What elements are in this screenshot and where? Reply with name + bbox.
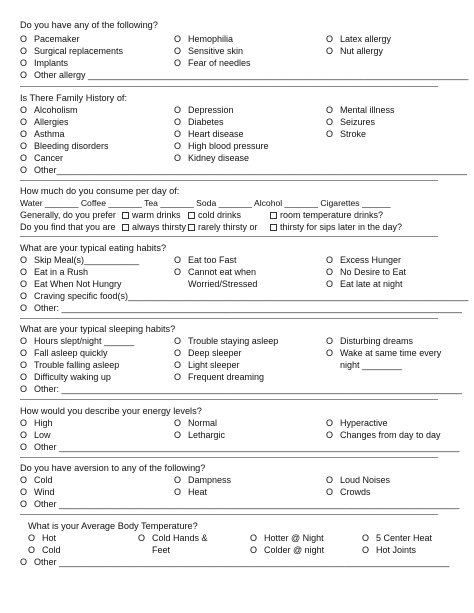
- option-excess-hunger[interactable]: O Excess Hunger: [326, 255, 402, 265]
- circle-marker-icon: O: [250, 545, 258, 555]
- option-frequent-dreaming[interactable]: O Frequent dreaming: [174, 372, 265, 382]
- section-divider: [20, 86, 438, 87]
- circle-marker-icon: O: [174, 348, 182, 358]
- circle-marker-icon: O: [20, 117, 28, 127]
- question-sleeping-habits: What are your typical sleeping habits?: [20, 324, 176, 334]
- option-hours-slept[interactable]: O Hours slept/night ______: [20, 336, 135, 346]
- question-energy-levels: How would you describe your energy levels?: [20, 406, 202, 416]
- option-wind[interactable]: O Wind: [20, 487, 55, 497]
- circle-marker-icon: O: [20, 384, 28, 394]
- circle-marker-icon: O: [20, 105, 28, 115]
- option-sensitive-skin[interactable]: O Sensitive skin: [174, 46, 244, 56]
- circle-marker-icon: O: [174, 34, 182, 44]
- circle-marker-icon: O: [174, 153, 182, 163]
- circle-marker-icon: O: [174, 360, 182, 370]
- circle-marker-icon: O: [326, 267, 334, 277]
- option-other-sleeping[interactable]: O Other: ________________________________________________________________________________: [20, 384, 462, 394]
- option-depression[interactable]: O Depression: [174, 105, 234, 115]
- checkbox-icon: [122, 224, 129, 231]
- circle-marker-icon: O: [174, 255, 182, 265]
- question-aversions: Do you have aversion to any of the following?: [20, 463, 206, 473]
- circle-marker-icon: O: [138, 533, 146, 543]
- option-cannot-eat-when-stressed[interactable]: O Cannot eat when: [174, 267, 257, 277]
- circle-marker-icon: O: [362, 533, 370, 543]
- circle-marker-icon: O: [20, 255, 28, 265]
- circle-marker-icon: O: [20, 372, 28, 382]
- option-light-sleeper[interactable]: O Light sleeper: [174, 360, 240, 370]
- option-deep-sleeper[interactable]: O Deep sleeper: [174, 348, 242, 358]
- circle-marker-icon: O: [20, 303, 28, 313]
- circle-marker-icon: O: [20, 46, 28, 56]
- option-5-center-heat[interactable]: O 5 Center Heat: [362, 533, 433, 543]
- circle-marker-icon: O: [326, 336, 334, 346]
- circle-marker-icon: O: [20, 58, 28, 68]
- circle-marker-icon: O: [174, 46, 182, 56]
- circle-marker-icon: O: [326, 105, 334, 115]
- circle-marker-icon: O: [20, 129, 28, 139]
- circle-marker-icon: O: [20, 153, 28, 163]
- option-other-allergy[interactable]: O Other allergy ____________________________________________________________________________: [20, 70, 469, 80]
- option-lethargic[interactable]: O Lethargic: [174, 430, 226, 440]
- question-daily-consumption: How much do you consume per day of:: [20, 186, 180, 196]
- option-colder-at-night[interactable]: O Colder @ night: [250, 545, 325, 555]
- option-fall-asleep-quickly[interactable]: O Fall asleep quickly: [20, 348, 108, 358]
- option-disturbing-dreams[interactable]: O Disturbing dreams: [326, 336, 414, 346]
- circle-marker-icon: O: [20, 267, 28, 277]
- circle-marker-icon: O: [174, 487, 182, 497]
- option-wake-same-time[interactable]: O Wake at same time every: [326, 348, 442, 358]
- option-skip-meals[interactable]: O Skip Meal(s)___________: [20, 255, 140, 265]
- section-divider: [20, 236, 438, 237]
- checkbox-thirsty-for-sips[interactable]: thirsty for sips later in the day?: [270, 222, 402, 233]
- option-crowds[interactable]: O Crowds: [326, 487, 371, 497]
- option-heart-disease[interactable]: O Heart disease: [174, 129, 244, 139]
- circle-marker-icon: O: [326, 255, 334, 265]
- option-allergies[interactable]: O Allergies: [20, 117, 69, 127]
- section-divider: [20, 457, 438, 458]
- wake-time-night-field[interactable]: night ________: [340, 360, 403, 370]
- option-normal-energy[interactable]: O Normal: [174, 418, 218, 428]
- circle-marker-icon: O: [250, 533, 258, 543]
- circle-marker-icon: O: [20, 418, 28, 428]
- option-heat[interactable]: O Heat: [174, 487, 208, 497]
- option-implants[interactable]: O Implants: [20, 58, 69, 68]
- circle-marker-icon: O: [20, 487, 28, 497]
- option-pacemaker[interactable]: O Pacemaker: [20, 34, 80, 44]
- circle-marker-icon: O: [326, 34, 334, 44]
- option-hyperactive[interactable]: O Hyperactive: [326, 418, 388, 428]
- circle-marker-icon: O: [20, 348, 28, 358]
- option-fear-of-needles[interactable]: O Fear of needles: [174, 58, 251, 68]
- option-other-aversion[interactable]: O Other ________________________________________________________________________________: [20, 499, 460, 509]
- circle-marker-icon: O: [174, 418, 182, 428]
- question-conditions: Do you have any of the following?: [20, 20, 158, 30]
- section-divider: [20, 180, 438, 181]
- option-changes-day-to-day[interactable]: O Changes from day to day: [326, 430, 441, 440]
- circle-marker-icon: O: [174, 58, 182, 68]
- consumption-fields[interactable]: Water _______ Coffee _______ Tea _______ Soda _______ Alcohol _______ Cigarettes ______: [20, 198, 391, 208]
- checkbox-cold-drinks[interactable]: cold drinks: [188, 210, 241, 221]
- circle-marker-icon: O: [20, 499, 28, 509]
- option-mental-illness[interactable]: O Mental illness: [326, 105, 395, 115]
- circle-marker-icon: O: [326, 117, 334, 127]
- circle-marker-icon: O: [362, 545, 370, 555]
- section-divider: [20, 514, 438, 515]
- checkbox-room-temp-drinks[interactable]: room temperature drinks?: [270, 210, 383, 221]
- option-difficulty-waking-up[interactable]: O Difficulty waking up: [20, 372, 111, 382]
- question-family-history: Is There Family History of:: [20, 93, 128, 103]
- circle-marker-icon: O: [326, 279, 334, 289]
- option-cancer[interactable]: O Cancer: [20, 153, 64, 163]
- option-asthma[interactable]: O Asthma: [20, 129, 65, 139]
- option-low-energy[interactable]: O Low: [20, 430, 51, 440]
- option-eat-too-fast[interactable]: O Eat too Fast: [174, 255, 237, 265]
- checkbox-always-thirsty[interactable]: always thirsty: [122, 222, 186, 233]
- circle-marker-icon: O: [20, 279, 28, 289]
- find-label: Do you find that you are: [20, 222, 116, 232]
- option-other-family-history[interactable]: O Other__________________________________________________________________________________: [20, 165, 467, 175]
- checkbox-icon: [270, 224, 277, 231]
- section-divider: [20, 399, 438, 400]
- option-craving-specific-foods[interactable]: O Craving specific food(s)____________________________________________________________________: [20, 291, 469, 301]
- option-cold-temperature[interactable]: O Cold: [28, 545, 61, 555]
- circle-marker-icon: O: [28, 545, 36, 555]
- circle-marker-icon: O: [20, 475, 28, 485]
- option-no-desire-to-eat[interactable]: O No Desire to Eat: [326, 267, 407, 277]
- question-body-temperature: What is your Average Body Temperature?: [28, 521, 198, 531]
- option-trouble-staying-asleep[interactable]: O Trouble staying asleep: [174, 336, 279, 346]
- circle-marker-icon: O: [20, 291, 28, 301]
- circle-marker-icon: O: [20, 360, 28, 370]
- question-eating-habits: What are your typical eating habits?: [20, 243, 167, 253]
- circle-marker-icon: O: [326, 129, 334, 139]
- circle-marker-icon: O: [20, 34, 28, 44]
- checkbox-icon: [122, 212, 129, 219]
- option-trouble-falling-asleep[interactable]: O Trouble falling asleep: [20, 360, 120, 370]
- option-loud-noises[interactable]: O Loud Noises: [326, 475, 391, 485]
- option-eat-late-at-night[interactable]: O Eat late at night: [326, 279, 403, 289]
- circle-marker-icon: O: [174, 117, 182, 127]
- checkbox-icon: [188, 224, 195, 231]
- circle-marker-icon: O: [174, 129, 182, 139]
- option-feet-continuation: Feet: [152, 545, 171, 555]
- checkbox-icon: [270, 212, 277, 219]
- option-eat-in-a-rush[interactable]: O Eat in a Rush: [20, 267, 89, 277]
- circle-marker-icon: O: [20, 336, 28, 346]
- circle-marker-icon: O: [174, 336, 182, 346]
- option-worried-stressed-continuation: Worried/Stressed: [188, 279, 258, 289]
- prefer-label: Generally, do you prefer: [20, 210, 116, 220]
- option-diabetes[interactable]: O Diabetes: [174, 117, 224, 127]
- option-alcoholism[interactable]: O Alcoholism: [20, 105, 78, 115]
- option-hemophilia[interactable]: O Hemophilia: [174, 34, 234, 44]
- checkbox-icon: [188, 212, 195, 219]
- option-cold-aversion[interactable]: O Cold: [20, 475, 53, 485]
- option-eat-when-not-hungry[interactable]: O Eat When Not Hungry: [20, 279, 122, 289]
- section-divider: [20, 318, 438, 319]
- option-dampness[interactable]: O Dampness: [174, 475, 232, 485]
- option-cold-hands-feet[interactable]: O Cold Hands &: [138, 533, 208, 543]
- option-other-eating[interactable]: O Other: ________________________________________________________________________________: [20, 303, 462, 313]
- option-kidney-disease[interactable]: O Kidney disease: [174, 153, 250, 163]
- circle-marker-icon: O: [174, 105, 182, 115]
- option-stroke[interactable]: O Stroke: [326, 129, 367, 139]
- circle-marker-icon: O: [174, 430, 182, 440]
- circle-marker-icon: O: [20, 442, 28, 452]
- circle-marker-icon: O: [20, 70, 28, 80]
- circle-marker-icon: O: [20, 141, 28, 151]
- circle-marker-icon: O: [20, 165, 28, 175]
- option-other-energy[interactable]: O Other ________________________________________________________________________________: [20, 442, 460, 452]
- circle-marker-icon: O: [20, 430, 28, 440]
- circle-marker-icon: O: [326, 430, 334, 440]
- circle-marker-icon: O: [174, 372, 182, 382]
- option-seizures[interactable]: O Seizures: [326, 117, 376, 127]
- circle-marker-icon: O: [326, 475, 334, 485]
- option-hotter-at-night[interactable]: O Hotter @ Night: [250, 533, 324, 543]
- circle-marker-icon: O: [28, 533, 36, 543]
- circle-marker-icon: O: [174, 267, 182, 277]
- circle-marker-icon: O: [326, 487, 334, 497]
- option-latex-allergy[interactable]: O Latex allergy: [326, 34, 392, 44]
- circle-marker-icon: O: [326, 46, 334, 56]
- option-hot-joints[interactable]: O Hot Joints: [362, 545, 417, 555]
- checkbox-rarely-thirsty[interactable]: rarely thirsty or: [188, 222, 258, 233]
- option-nut-allergy[interactable]: O Nut allergy: [326, 46, 384, 56]
- option-bleeding-disorders[interactable]: O Bleeding disorders: [20, 141, 109, 151]
- option-high-blood-pressure[interactable]: O High blood pressure: [174, 141, 269, 151]
- circle-marker-icon: O: [174, 141, 182, 151]
- option-high-energy[interactable]: O High: [20, 418, 53, 428]
- option-other-temperature[interactable]: O Other ______________________________________________________________________________: [20, 557, 450, 567]
- option-hot[interactable]: O Hot: [28, 533, 57, 543]
- checkbox-warm-drinks[interactable]: warm drinks: [122, 210, 181, 221]
- circle-marker-icon: O: [20, 557, 28, 567]
- circle-marker-icon: O: [174, 475, 182, 485]
- circle-marker-icon: O: [326, 418, 334, 428]
- circle-marker-icon: O: [326, 348, 334, 358]
- option-surgical-replacements[interactable]: O Surgical replacements: [20, 46, 124, 56]
